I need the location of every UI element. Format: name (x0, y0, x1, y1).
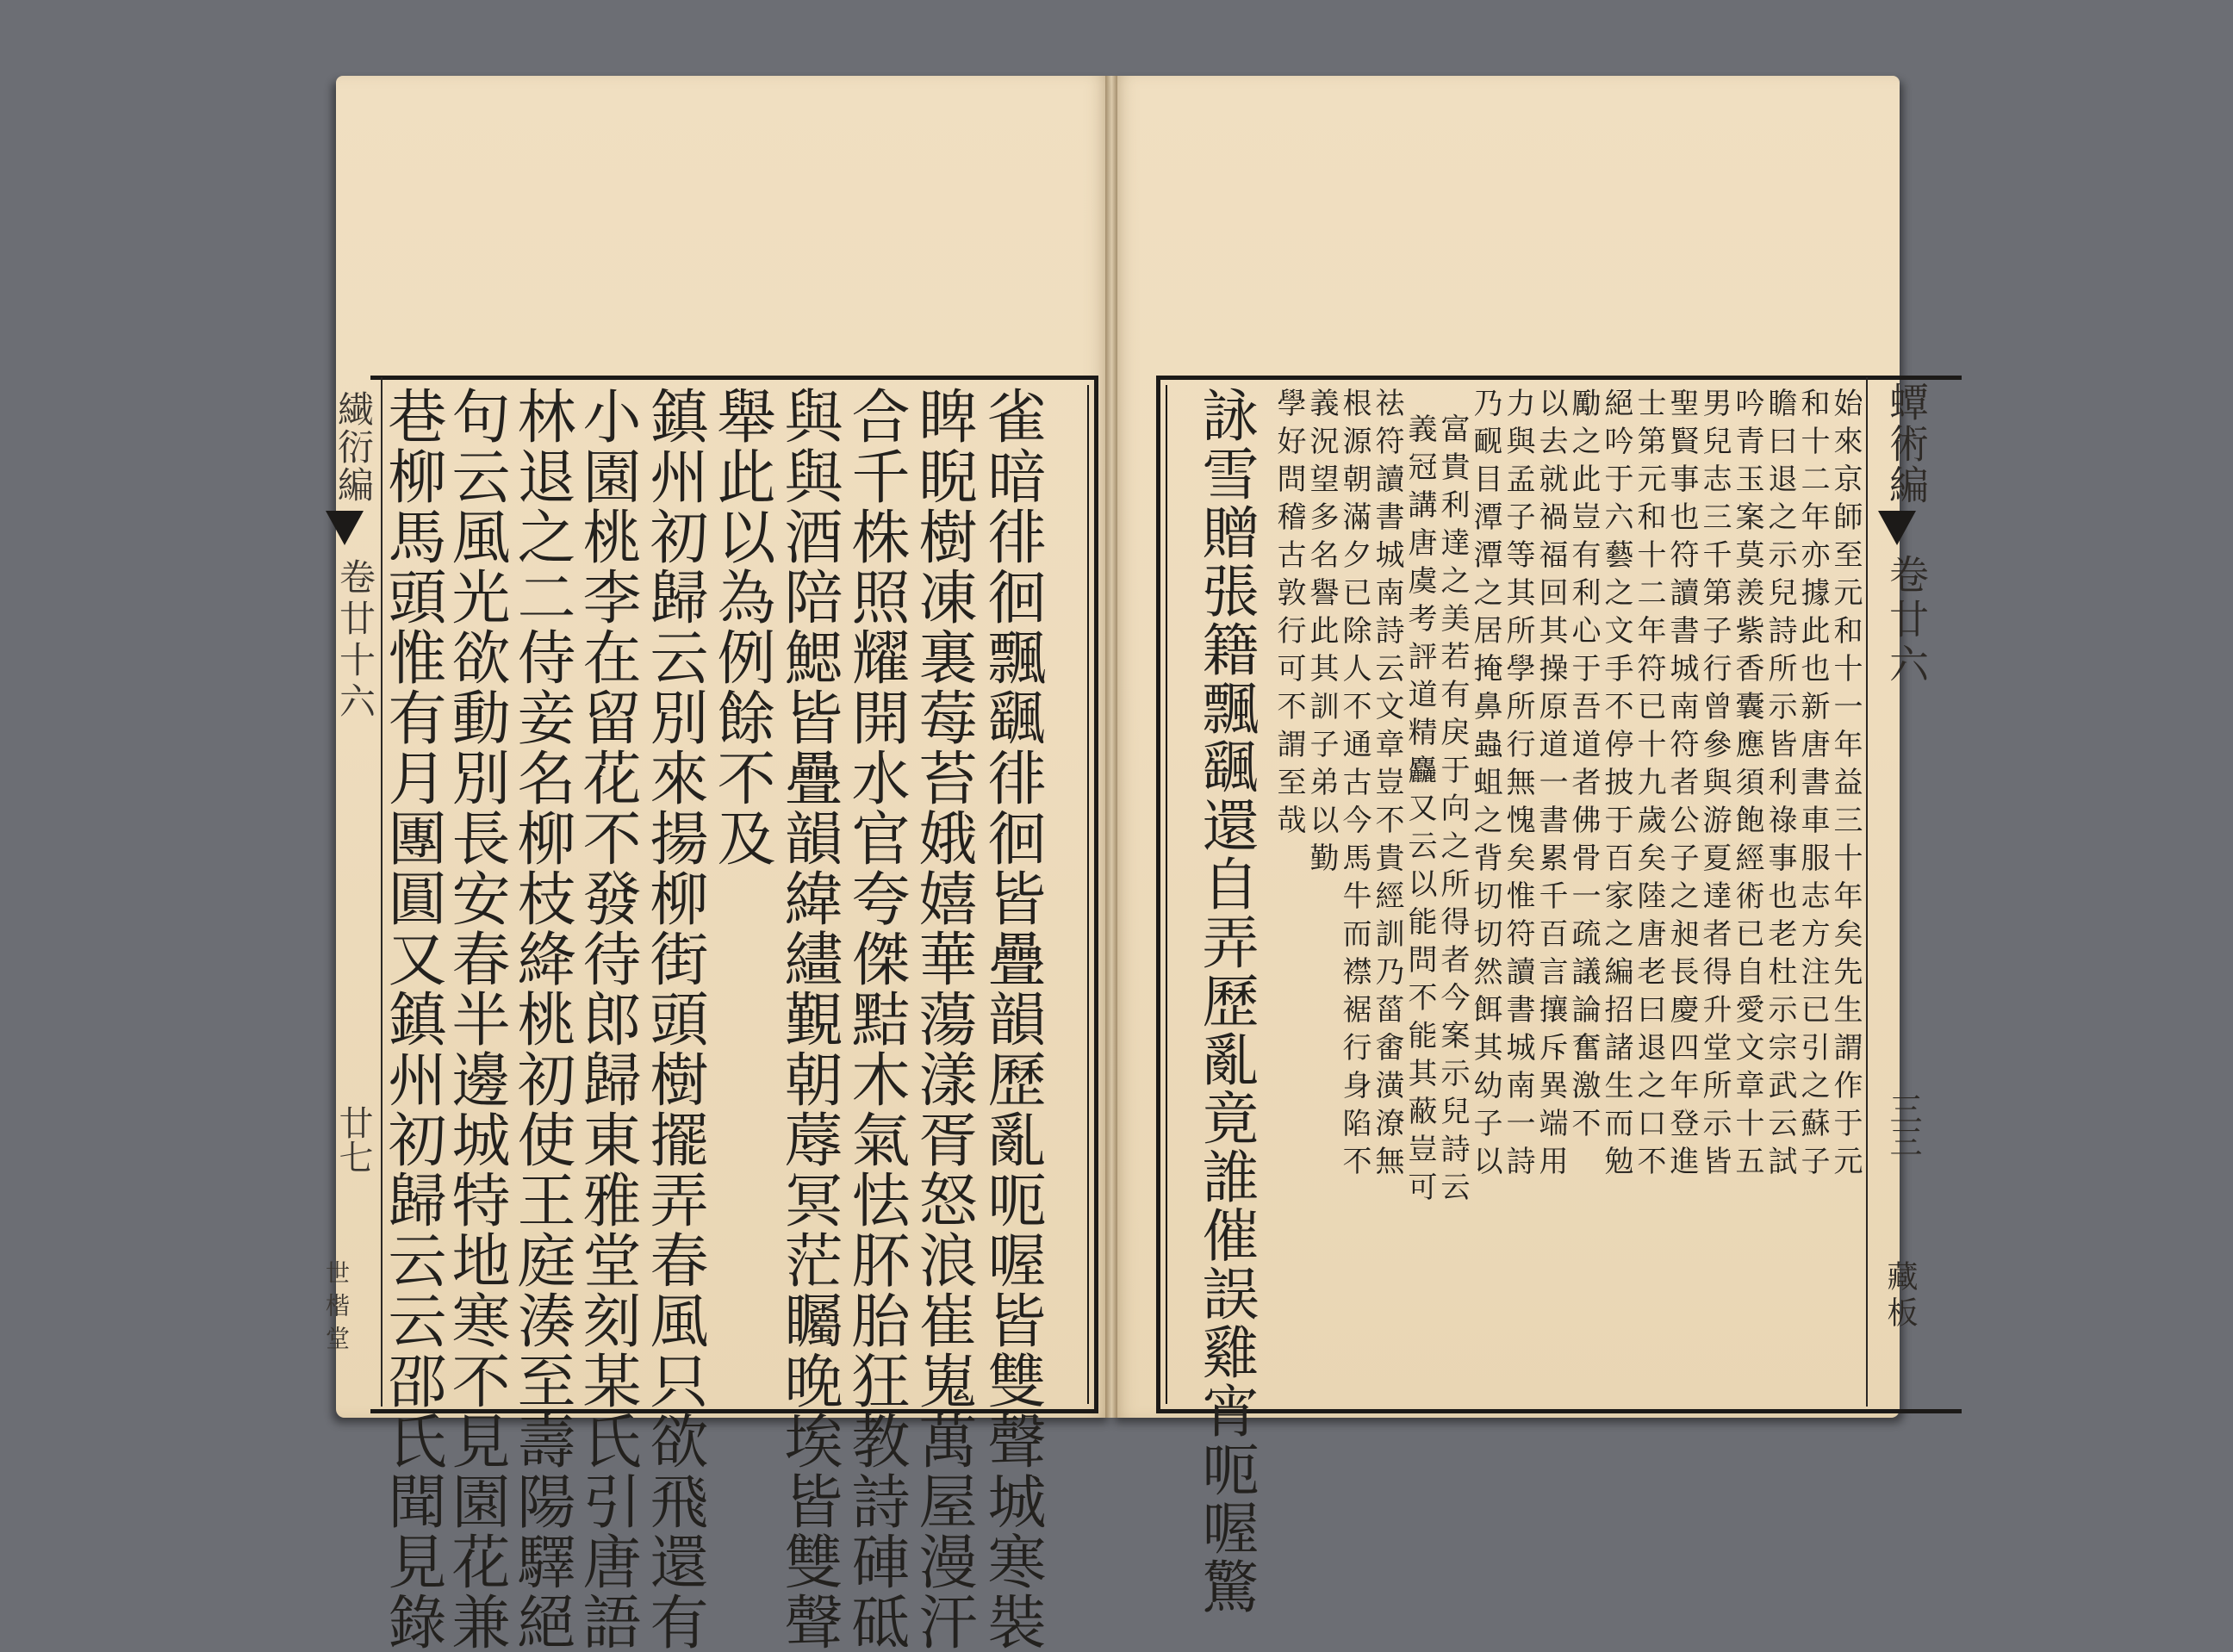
right-column-8: 絕吟于六藝之文手不停披于百家之編招諸生而勉 (1599, 388, 1633, 1183)
right-margin-rule (1866, 377, 1868, 1407)
left-column-6: 鎮州初歸云別來揚柳街頭樹擺弄春風只欲飛還有 (640, 386, 708, 1652)
left-column-4: 與與酒陪鰓皆疊韻緯繣覲朝蓐冥茫矚晚埃皆雙聲 (774, 386, 843, 1652)
left-column-10: 巷柳馬頭惟有月團圓又鎮州初歸云云邵氏聞見錄 (378, 386, 446, 1652)
right-column-6: 聖賢事也符讀書城南符者公子之昶長慶四年登進 (1664, 388, 1699, 1183)
left-column-8: 林退之二侍妾名柳枝絳桃初使王庭湊至壽陽驛絕 (507, 386, 575, 1652)
left-margin-title: 繊衍編 (333, 390, 375, 504)
right-column-10: 以去就禍福回其操原道一書累千百言攘斥異端用 (1533, 388, 1568, 1183)
fishtail-mark (326, 511, 364, 545)
left-column-3: 合千株照耀開水官夸傑黠木氣怯肧胎狂教詩硨砥 (842, 386, 910, 1652)
right-column-14: 義冠講唐虞考評道精麤又云以能問不能其蔽豈可 (1403, 413, 1437, 1209)
right-margin-page-number: 三三 (1884, 1092, 1922, 1158)
left-column-7: 小園桃李在留花不發待郎歸東雅堂刻某氏引唐語 (573, 386, 641, 1652)
right-column-12: 乃䩄目潭潭之居掩鼻蟲蛆之背切切然餌其幼子以 (1468, 388, 1502, 1183)
right-column-11: 力與孟子等其所學所行無愧矣惟符讀書城南一詩 (1501, 388, 1535, 1183)
right-column-17: 義況望多名譽此其訓子弟以勤 (1304, 388, 1339, 880)
book-gutter (1105, 76, 1117, 1418)
left-column-2: 睥睨樹凍裏莓苔娥嬉華蕩漾胥怒浪崔嵬萬屋漫汗 (909, 386, 977, 1652)
right-column-1: 始來京師至元和十一年益三十年矣先生謂作于元 (1828, 388, 1863, 1183)
fishtail-mark-right (1878, 511, 1916, 545)
right-column-16: 根源朝滿夕已除人不通古今馬牛而襟裾行身陷不 (1337, 388, 1372, 1183)
right-column-18: 學好問稽古敦行可不謂至哉 (1272, 388, 1306, 842)
left-column-5: 舉此以為例餘不及 (707, 386, 775, 868)
right-margin-title: 蟫術編 (1883, 382, 1930, 506)
left-margin-volume: 卷廿十六 (334, 558, 376, 724)
right-column-5: 男兒志三千第子行曾參與游夏達者得升堂所示皆 (1697, 388, 1732, 1183)
right-margin-volume: 卷廿六 (1883, 554, 1930, 688)
left-column-1: 雀暗徘徊飄颻徘徊皆疊韻歷亂呃喔皆雙聲城寒裝 (978, 386, 1046, 1652)
right-column-19: 詠雪贈張籍飄颻還自弄歷亂竟誰催誤雞宵呃喔驚 (1192, 386, 1259, 1616)
right-column-7: 士第元和十二年符已十九歲矣陸唐老曰退之口不 (1632, 388, 1666, 1183)
open-book (322, 76, 1930, 1652)
right-column-4: 吟青玉案莫羨紫香囊應須飽經術已自愛文章十五 (1730, 388, 1764, 1183)
left-margin-page-number: 廿七 (333, 1105, 373, 1174)
right-margin-mark: 藏板 (1882, 1260, 1918, 1332)
right-column-2: 和十二年亦據此也新唐書車服志方注已引之蘇子 (1795, 388, 1830, 1183)
left-margin-publisher: 世楷堂 (322, 1260, 351, 1358)
right-column-13: 富貴利達之美若有戾于向之所得者今案示兒詩云 (1435, 413, 1470, 1209)
right-column-3: 瞻曰退之示兒詩所示皆利祿事也老杜示宗武云試 (1763, 388, 1797, 1183)
left-column-9: 句云風光欲動別長安春半邊城特地寒不見園花兼 (442, 386, 510, 1652)
right-column-15: 祛符讀書城南詩云文章豈不貴經訓乃菑畬潢潦無 (1370, 388, 1404, 1183)
right-column-9: 勵之此豈有利心于吾道者佛骨一疏議論奮激不 (1566, 388, 1601, 1146)
